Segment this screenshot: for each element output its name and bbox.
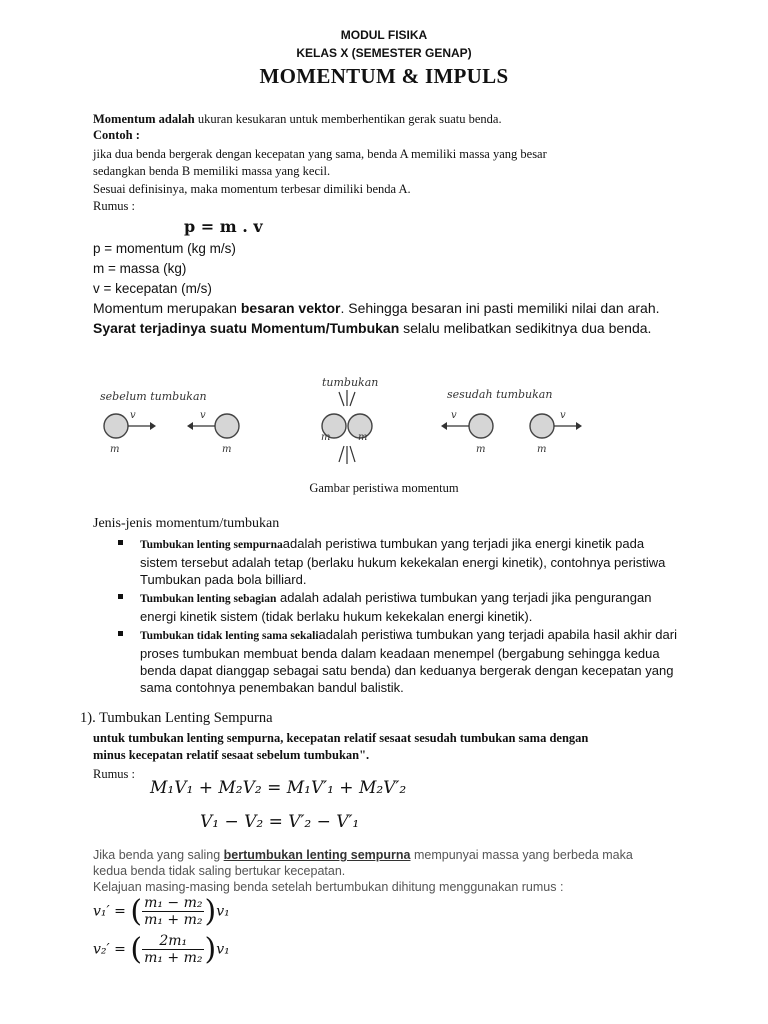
item-term: Tumbukan lenting sebagian (140, 593, 277, 605)
types-list (112, 535, 682, 697)
f1-lhs: v₁′ = (93, 903, 126, 920)
equation-momentum: M₁V₁ + M₂V₂ = M₁V′₁ + M₂V′₂ (150, 778, 407, 798)
vector-statement (93, 300, 660, 316)
section1-rumus-label: Rumus : (93, 767, 136, 781)
types-heading: Jenis-jenis momentum/tumbukan (93, 516, 280, 531)
label-v1-after: v (451, 410, 457, 421)
f2-denominator: m₁ + m₂ (144, 950, 203, 966)
ball-m2-before (215, 414, 239, 438)
gray-line-2: kedua benda tidak saling bertukar kecepatan. (93, 864, 346, 878)
section1-bold-line1: untuk tumbukan lenting sempurna, kecepatan relatif sesaat sesudah tumbukan sama dengan (93, 731, 589, 745)
gray-pre: Jika benda yang saling (93, 848, 224, 862)
gray-line-1 (93, 847, 633, 863)
fraction (142, 895, 204, 928)
paren-left: ( (130, 894, 143, 929)
rumus-label: Rumus : (93, 199, 136, 213)
label-m2-after: m (537, 444, 547, 455)
f2-tail: v₁ (216, 941, 230, 958)
paren-right: ) (204, 894, 217, 929)
definition-text: ukuran kesukaran untuk memberhentikan gerak suatu benda. (194, 112, 502, 126)
f1-denominator: m₁ + m₂ (144, 912, 203, 928)
list-item (112, 535, 682, 588)
vector-pre: Momentum merupakan (93, 300, 241, 316)
vector-bold: besaran vektor (240, 300, 341, 316)
item-term: Tumbukan tidak lenting sama sekali (140, 630, 319, 642)
page-title: MOMENTUM & IMPULS (259, 64, 509, 88)
syarat-rest: selalu melibatkan sedikitnya dua benda. (399, 320, 652, 336)
arrowhead-v1-before (150, 422, 156, 430)
ball-m1-after (469, 414, 493, 438)
fraction (142, 933, 204, 966)
definition-term: Momentum adalah (93, 112, 195, 126)
label-v2-before: v (200, 410, 206, 421)
label-m1-collision: m (321, 432, 331, 443)
arrowhead-v2-before (187, 422, 193, 430)
module-label: MODUL FISIKA (340, 28, 428, 42)
formula-v1-prime (93, 894, 230, 929)
ball-m2-after (530, 414, 554, 438)
syarat-bold: Syarat terjadinya suatu Momentum/Tumbukan (93, 320, 400, 336)
example-line-3: Sesuai definisinya, maka momentum terbesar dimiliki benda A. (93, 182, 411, 196)
f2-numerator: 2m₁ (142, 933, 204, 950)
example-line-1: jika dua benda bergerak dengan kecepatan yang sama, benda A memiliki massa yang besar (93, 147, 547, 161)
item-text: adalah peristiwa tumbukan yang terjadi apabila hasil akhir dari proses tumbukan membuat benda dalam keadaan menempel (bergabung sehingga kedua benda dapat dianggap sebagai satu benda) dan keduanya bergerak dengan kecepatan yang sama contohnya penembakan bandul balistik. (140, 627, 677, 695)
f2-lhs: v₂′ = (93, 941, 126, 958)
syarat-statement (93, 320, 651, 336)
bullet-icon (118, 631, 123, 636)
paren-left: ( (130, 932, 143, 967)
label-m2-before: m (222, 444, 232, 455)
equation-velocity: V₁ − V₂ = V′₂ − V′₁ (200, 812, 360, 832)
item-text: adalah adalah peristiwa tumbukan yang terjadi jika pengurangan energi kinetik sistem (tidak berlaku hukum kekekalan energi kinetik). (140, 590, 652, 624)
item-term: Tumbukan lenting sempurna (140, 539, 283, 551)
label-collision: tumbukan (322, 376, 379, 389)
list-item (112, 626, 682, 696)
definition-line (93, 111, 693, 127)
variable-m: m = massa (kg) (93, 261, 187, 276)
figure-caption: Gambar peristiwa momentum (309, 481, 459, 495)
variable-p: p = momentum (kg m/s) (93, 241, 236, 256)
label-after: sesudah tumbukan (447, 388, 553, 401)
momentum-figure (90, 370, 600, 480)
label-v1-before: v (130, 410, 136, 421)
example-label: Contoh : (93, 128, 140, 142)
label-before: sebelum tumbukan (100, 390, 207, 403)
lenting-sempurna-link[interactable]: bertumbukan lenting sempurna (223, 848, 411, 862)
label-m2-collision: m (358, 432, 368, 443)
arrowhead-v2-after (576, 422, 582, 430)
class-label: KELAS X (SEMESTER GENAP) (296, 46, 472, 60)
section1-heading: 1). Tumbukan Lenting Sempurna (80, 710, 273, 726)
arrowhead-v1-after (441, 422, 447, 430)
item-text: adalah peristiwa tumbukan yang terjadi jika energi kinetik pada sistem tersebut adalah tetap (berlaku hukum kekekalan energi kinetik), contohnya peristiwa Tumbukan pada bola billiard. (140, 536, 666, 587)
example-line-2: sedangkan benda B memiliki massa yang kecil. (93, 164, 331, 178)
bullet-icon (118, 540, 123, 545)
gray-post: mempunyai massa yang berbeda maka (410, 848, 633, 862)
label-v2-after: v (560, 410, 566, 421)
paren-right: ) (204, 932, 217, 967)
f1-tail: v₁ (216, 903, 230, 920)
momentum-formula: p = m . v (184, 217, 263, 236)
vector-post: . Sehingga besaran ini pasti memiliki nilai dan arah. (340, 300, 660, 316)
ball-m1-before (104, 414, 128, 438)
f1-numerator: m₁ − m₂ (144, 895, 203, 911)
bullet-icon (118, 594, 123, 599)
section1-bold-line2: minus kecepatan relatif sesaat sebelum tumbukan". (93, 748, 370, 762)
list-item (112, 589, 682, 625)
label-m1-after: m (476, 444, 486, 455)
gray-line-3: Kelajuan masing-masing benda setelah bertumbukan dihitung menggunakan rumus : (93, 880, 564, 894)
label-m1-before: m (110, 444, 120, 455)
variable-v: v = kecepatan (m/s) (93, 281, 212, 296)
formula-v2-prime (93, 932, 230, 967)
